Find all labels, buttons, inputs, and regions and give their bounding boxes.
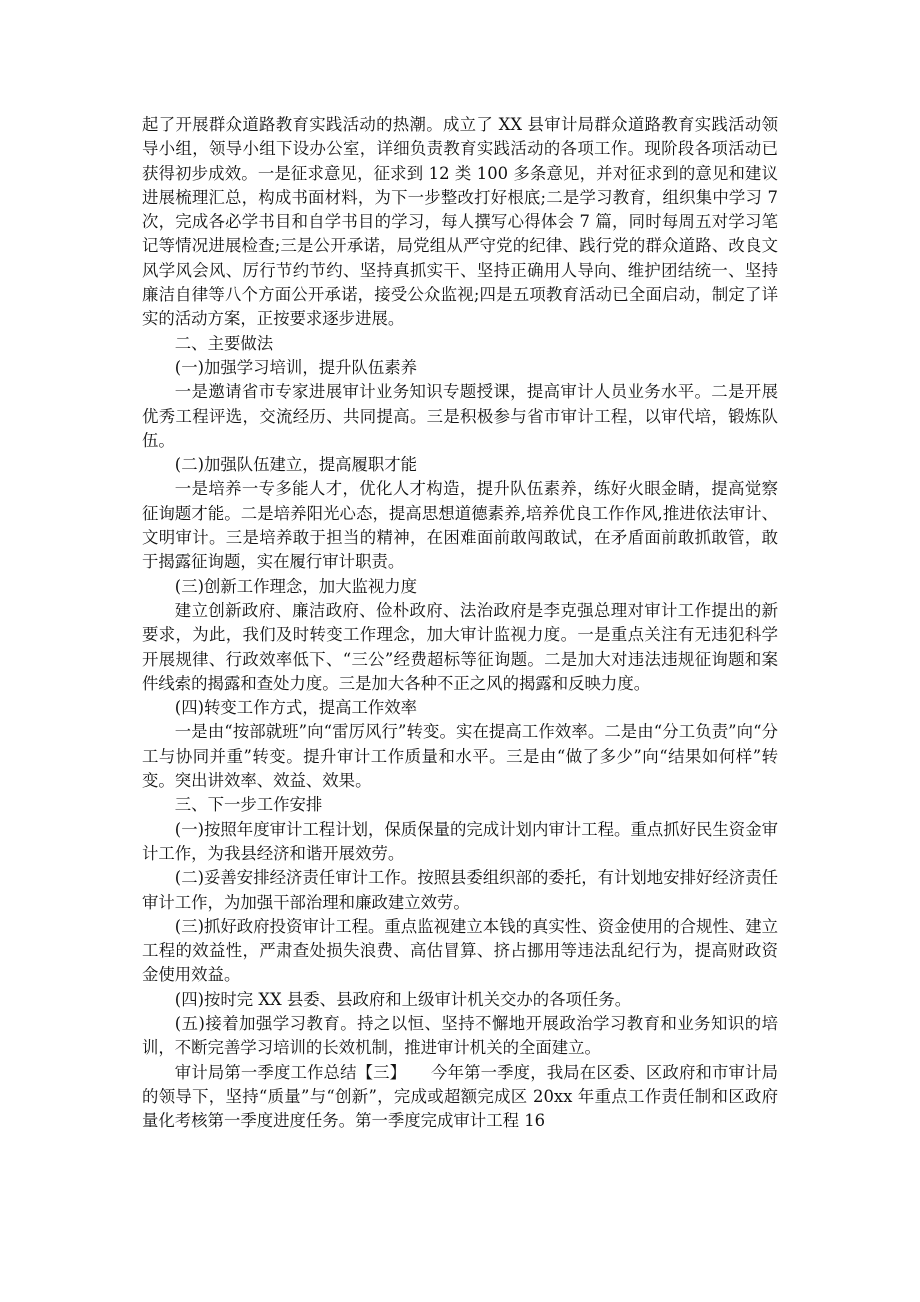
paragraph-work-method: 一是由“按部就班”向“雷厉风行”转变。实在提高工作效率。二是由“分工负责”向“分工与协同并重”转变。提升审计工作质量和水平。三是由“做了多少”向“结果如何样”转变。突出讲效率、效益、效果。 [142,722,778,791]
paragraph-next-step-3: (三)抓好政府投资审计工程。重点监视建立本钱的真实性、资金使用的合规性、建立工程的效益性，严肃查处损失浪费、高估冒算、挤占挪用等违法乱纪行为，提高财政资金使用效益。 [142,916,778,985]
paragraph-innovation: 建立创新政府、廉洁政府、俭朴政府、法治政府是李克强总理对审计工作提出的新要求，为此，我们及时转变工作理念，加大审计监视力度。一是重点关注有无违犯科学开展规律、行政效率低下、“三公”经费超标等征询题。二是加大对违法违规征询题和案件线索的揭露和查处力度。三是加大各种不正之风的揭露和反映力度。 [142,600,778,693]
paragraph-summary-three: 审计局第一季度工作总结【三】 今年第一季度，我局在区委、区政府和市审计局的领导下，坚持“质量”与“创新”，完成或超额完成区 20xx 年重点工作责任制和区政府量化考核第一季度进度任务。第一季度完成审计工程 16 [142,1062,778,1131]
paragraph-continuation: 起了开展群众道路教育实践活动的热潮。成立了 XX 县审计局群众道路教育实践活动领导小组，领导小组下设办公室，详细负责教育实践活动的各项工作。现阶段各项活动已获得初步成效。一是征求意见，征求到 12 类 100 多条意见，并对征求到的意见和建议进展梳理汇总，构成书面材料，为下一步整改打好根底;二是学习教育，组织集中学习 7 次，完成各必学书目和自学书目的学习，每人撰写心得体会 7 篇，同时每周五对学习笔记等情况进展检查;三是公开承诺，局党组从严守党的纪律、践行党的群众道路、改良文风学风会风、厉行节约节约、坚持真抓实干、坚持正确用人导向、维护团结统一、坚持廉洁自律等八个方面公开承诺，接受公众监视;四是五项教育活动已全面启动，制定了详实的活动方案，正按要求逐步进展。 [142,115,778,329]
subheading-work-method: (四)转变工作方式，提高工作效率 [174,698,418,718]
paragraph-next-step-4: (四)按时完 XX 县委、县政府和上级审计机关交办的各项任务。 [174,989,632,1009]
document-page [142,113,778,1133]
section-heading-main-practices: 二、主要做法 [174,333,274,353]
subheading-study-training: (一)加强学习培训，提升队伍素养 [174,357,418,377]
subheading-innovation: (三)创新工作理念，加大监视力度 [174,576,418,596]
paragraph-next-step-2: (二)妥善安排经济责任审计工作。按照县委组织部的委托，有计划地安排好经济责任审计工作，为加强干部治理和廉政建立效劳。 [142,868,778,912]
paragraph-next-step-1: (一)按照年度审计工程计划，保质保量的完成计划内审计工程。重点抓好民生资金审计工作，为我县经济和谐开展效劳。 [142,819,778,863]
paragraph-team-building: 一是培养一专多能人才，优化人才构造，提升队伍素养，练好火眼金睛，提高觉察征询题才能。二是培养阳光心态，提高思想道德素养,培养优良工作作风,推进依法审计、文明审计。三是培养敢于担当的精神，在困难面前敢闯敢试，在矛盾面前敢抓敢管，敢于揭露征询题，实在履行审计职责。 [142,479,778,572]
paragraph-study-training: 一是邀请省市专家进展审计业务知识专题授课，提高审计人员业务水平。二是开展优秀工程评选，交流经历、共同提高。三是积极参与省市审计工程，以审代培，锻炼队伍。 [142,382,778,450]
subheading-team-building: (二)加强队伍建立，提高履职才能 [174,455,418,475]
section-heading-next-steps: 三、下一步工作安排 [174,795,323,815]
paragraph-next-step-5: (五)接着加强学习教育。持之以恒、坚持不懈地开展政治学习教育和业务知识的培训，不断完善学习培训的长效机制，推进审计机关的全面建立。 [142,1013,778,1058]
